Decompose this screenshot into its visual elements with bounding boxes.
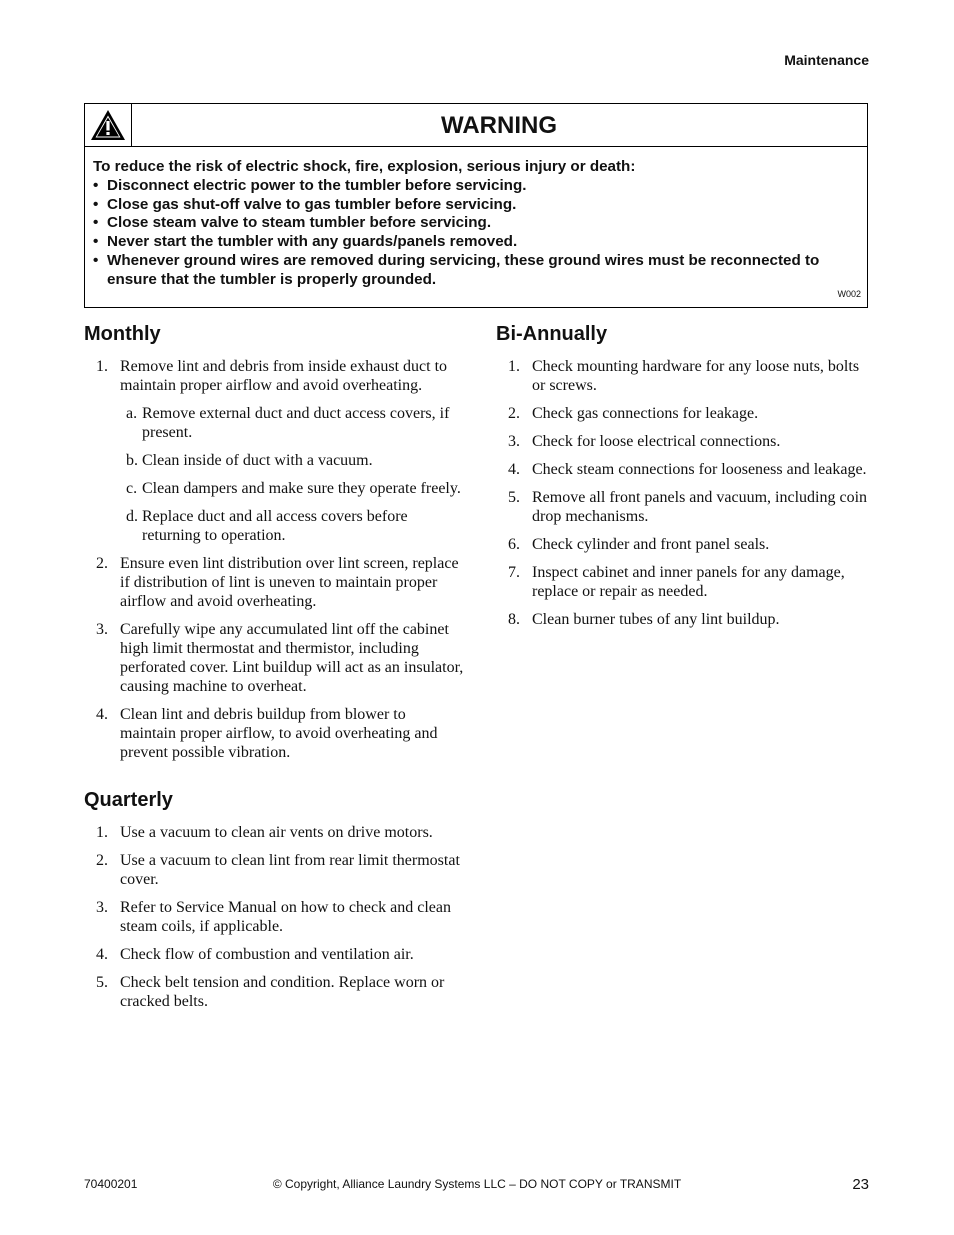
sub-item-text: Replace duct and all access covers before returning to operation. xyxy=(142,508,408,544)
warning-box xyxy=(84,103,868,308)
list-item xyxy=(84,945,464,964)
sub-item-letter: b. xyxy=(126,452,138,469)
list-item xyxy=(496,357,876,395)
item-number: 3. xyxy=(96,899,108,916)
warning-title: WARNING xyxy=(441,112,557,139)
item-text: Ensure even lint distribution over lint screen, replace if distribution of lint is uneven to maintain proper airflow and avoid overheating. xyxy=(120,555,459,610)
list-item xyxy=(84,705,464,762)
warning-bullet: • Disconnect electric power to the tumbler before servicing. xyxy=(93,177,859,196)
list-item xyxy=(496,563,876,601)
item-number: 1. xyxy=(508,358,520,375)
sub-item-letter: d. xyxy=(126,508,138,525)
list-item xyxy=(84,554,464,611)
sub-item-text: Clean inside of duct with a vacuum. xyxy=(142,452,373,469)
list-item xyxy=(496,432,876,451)
copyright-notice: © Copyright, Alliance Laundry Systems LLC – DO NOT COPY or TRANSMIT xyxy=(272,1177,682,1191)
monthly-list xyxy=(84,357,464,762)
item-text: Check gas connections for leakage. xyxy=(532,405,759,422)
warning-intro: To reduce the risk of electric shock, fire, explosion, serious injury or death: xyxy=(93,158,636,175)
sub-item xyxy=(120,451,464,470)
sub-item-text: Remove external duct and duct access covers, if present. xyxy=(142,405,450,441)
biannually-heading: Bi-Annually xyxy=(496,323,608,345)
item-text: Clean lint and debris buildup from blower to maintain proper airflow, to avoid overheating and prevent possible vibration. xyxy=(120,706,438,761)
list-item xyxy=(496,535,876,554)
quarterly-heading: Quarterly xyxy=(84,789,173,811)
item-number: 1. xyxy=(96,824,108,841)
item-number: 7. xyxy=(508,564,520,581)
list-item xyxy=(496,488,876,526)
left-column xyxy=(84,322,464,1020)
item-text: Check for loose electrical connections. xyxy=(532,433,781,450)
biannually-list xyxy=(496,357,876,629)
list-item xyxy=(84,898,464,936)
item-number: 2. xyxy=(96,555,108,572)
item-text: Check cylinder and front panel seals. xyxy=(532,536,770,553)
sub-item-letter: c. xyxy=(126,480,138,497)
item-number: 5. xyxy=(508,489,520,506)
item-text: Check steam connections for looseness and leakage. xyxy=(532,461,867,478)
list-item xyxy=(496,610,876,629)
item-number: 2. xyxy=(508,405,520,422)
sub-item xyxy=(120,404,464,442)
sub-item-letter: a. xyxy=(126,405,138,422)
item-text: Refer to Service Manual on how to check and clean steam coils, if applicable. xyxy=(120,899,451,935)
warning-bullet: • Close gas shut-off valve to gas tumbler before servicing. xyxy=(93,196,859,215)
item-text: Carefully wipe any accumulated lint off the cabinet high limit thermostat and thermistor, including perforated cover. Lint buildup will act as an insulator, causing machine to overheat. xyxy=(120,621,464,695)
list-item xyxy=(84,851,464,889)
item-number: 2. xyxy=(96,852,108,869)
list-item xyxy=(84,620,464,696)
item-text: Remove all front panels and vacuum, including coin drop mechanisms. xyxy=(532,489,868,525)
page-number: 23 xyxy=(852,1176,869,1193)
warning-code: W002 xyxy=(837,289,861,299)
item-text: Clean burner tubes of any lint buildup. xyxy=(532,611,780,628)
warning-text xyxy=(93,158,859,290)
item-text: Check mounting hardware for any loose nuts, bolts or screws. xyxy=(532,358,860,394)
item-text: Use a vacuum to clean lint from rear limit thermostat cover. xyxy=(120,852,460,888)
warning-bullet: • Whenever ground wires are removed during servicing, these ground wires must be reconnected to ensure that the tumbler is properly grounded. xyxy=(93,252,859,290)
sub-item-text: Clean dampers and make sure they operate freely. xyxy=(142,480,461,497)
list-item xyxy=(84,357,464,545)
item-number: 5. xyxy=(96,974,108,991)
right-column xyxy=(496,322,876,638)
item-number: 6. xyxy=(508,536,520,553)
list-item xyxy=(84,973,464,1011)
monthly-sublist xyxy=(120,404,464,545)
item-number: 8. xyxy=(508,611,520,628)
warning-triangle-icon xyxy=(90,109,126,141)
item-number: 3. xyxy=(96,621,108,638)
item-number: 3. xyxy=(508,433,520,450)
doc-number: 70400201 xyxy=(84,1177,138,1191)
item-number: 4. xyxy=(96,706,108,723)
monthly-heading: Monthly xyxy=(84,323,161,345)
item-number: 1. xyxy=(96,358,108,375)
item-text: Check flow of combustion and ventilation air. xyxy=(120,946,414,963)
warning-bullet-list xyxy=(93,177,859,290)
item-text: Check belt tension and condition. Replace worn or cracked belts. xyxy=(120,974,445,1010)
warning-bullet: • Never start the tumbler with any guards/panels removed. xyxy=(93,233,859,252)
section-header: Maintenance xyxy=(784,52,869,68)
list-item xyxy=(496,404,876,423)
quarterly-list xyxy=(84,823,464,1011)
item-text: Remove lint and debris from inside exhaust duct to maintain proper airflow and avoid overheating. xyxy=(120,358,448,394)
item-number: 4. xyxy=(508,461,520,478)
warning-bullet: • Close steam valve to steam tumbler before servicing. xyxy=(93,214,859,233)
item-text: Inspect cabinet and inner panels for any damage, replace or repair as needed. xyxy=(532,564,845,600)
list-item xyxy=(84,823,464,842)
list-item xyxy=(496,460,876,479)
item-text: Use a vacuum to clean air vents on drive motors. xyxy=(120,824,433,841)
sub-item xyxy=(120,507,464,545)
sub-item xyxy=(120,479,464,498)
item-number: 4. xyxy=(96,946,108,963)
warning-header xyxy=(85,104,867,147)
